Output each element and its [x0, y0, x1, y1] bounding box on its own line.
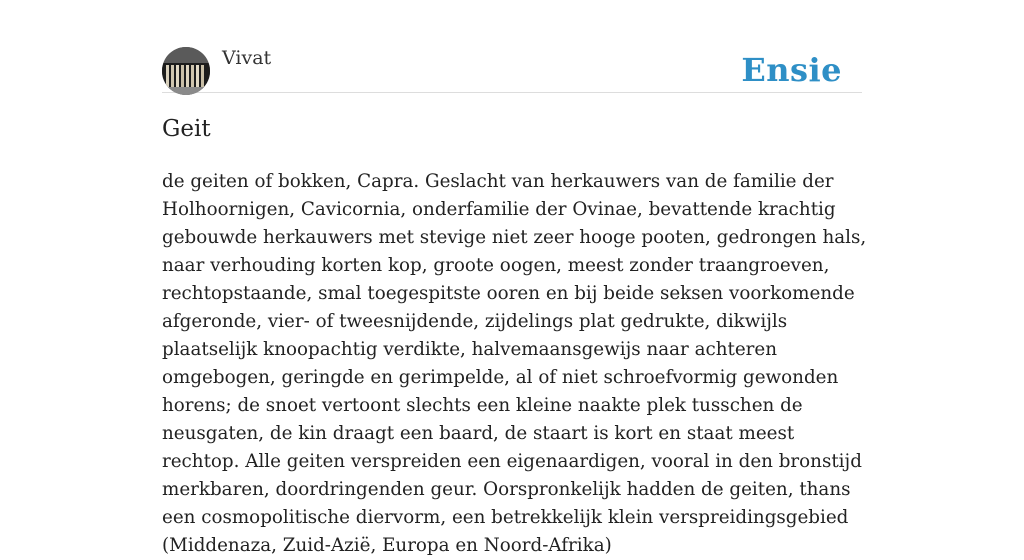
- article-title: Geit: [162, 116, 211, 142]
- author-name[interactable]: Vivat: [222, 47, 272, 69]
- books-avatar-image: [162, 47, 210, 95]
- books-avatar-icon[interactable]: [162, 47, 210, 95]
- brand-logo[interactable]: Ensie: [741, 51, 842, 89]
- header: [162, 46, 862, 93]
- article-body: de geiten of bokken, Capra. Geslacht van herkauwers van de familie der Holhoornigen, Cavicornia, onderfamilie der Ovinae, bevattende krachtig gebouwde herkauwers met stevige niet zeer hooge pooten, gedrongen hals, naar verhouding korten kop, groote oogen, meest zonder traangroeven, rechtopstaande, smal toegespitste ooren en bij beide seksen voorkomende afgeronde, vier- of tweesnijdende, zijdelings plat gedrukte, dikwijls plaatselijk knoopachtig verdikte, halvemaansgewijs naar achteren omgebogen, geringde en gerimpelde, al of niet schroefvormig gewonden horens; de snoet vertoont slechts een kleine naakte plek tusschen de neusgaten, de kin draagt een baard, de staart is kort en staat meest rechtop. Alle geiten verspreiden een eigenaardigen, vooral in den bronstijd merkbaren, doordringenden geur. Oorspronkelijk hadden de geiten, thans een cosmopolitische diervorm, een betrekkelijk klein verspreidingsgebied (Middenaza, Zuid-Azië, Europa en Noord-Afrika): [162, 171, 867, 556]
